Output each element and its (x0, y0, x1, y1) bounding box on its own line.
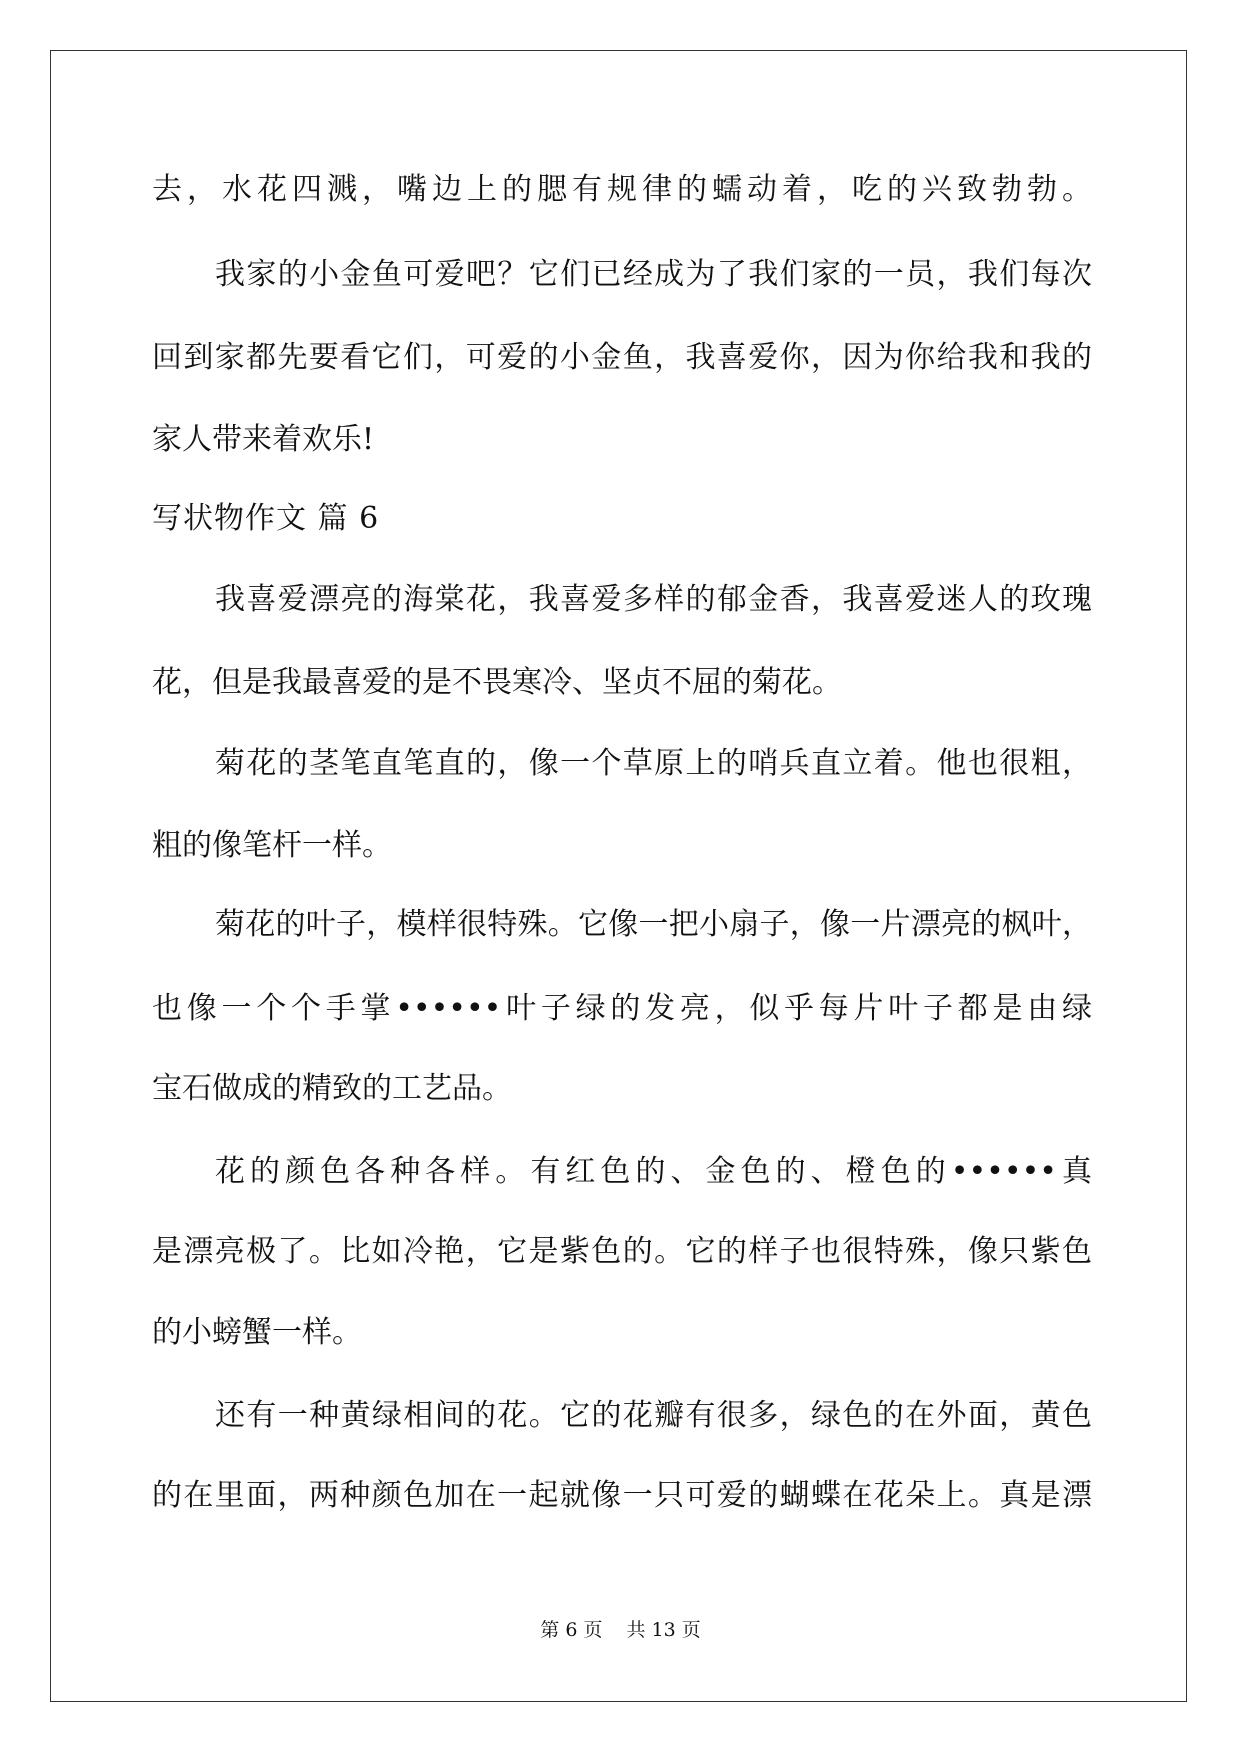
paragraph-line: 花的颜色各种各样。有红色的、金色的、橙色的••••••真 (215, 1154, 1092, 1189)
paragraph-line: 宝石做成的精致的工艺品。 (152, 1071, 512, 1106)
section-heading: 写状物作文 篇 6 (152, 501, 380, 536)
paragraph-line: 粗的像笔杆一样。 (152, 828, 392, 863)
paragraph-line: 也像一个个手掌••••••叶子绿的发亮，似乎每片叶子都是由绿 (152, 991, 1092, 1026)
paragraph-line: 我喜爱漂亮的海棠花，我喜爱多样的郁金香，我喜爱迷人的玫瑰 (215, 582, 1092, 617)
paragraph-line: 我家的小金鱼可爱吧？它们已经成为了我们家的一员，我们每次 (215, 257, 1092, 292)
page-total: 共 13 页 (626, 1619, 701, 1641)
paragraph-line: 的小螃蟹一样。 (152, 1315, 362, 1350)
paragraph-line: 花，但是我最喜爱的是不畏寒冷、坚贞不屈的菊花。 (152, 665, 842, 700)
paragraph-line: 家人带来着欢乐! (152, 422, 375, 457)
page-number: 第 6 页 (540, 1619, 603, 1641)
paragraph-line: 去，水花四溅，嘴边上的腮有规律的蠕动着，吃的兴致勃勃。 (152, 172, 1092, 207)
paragraph-line: 菊花的叶子，模样很特殊。它像一把小扇子，像一片漂亮的枫叶， (215, 907, 1092, 942)
paragraph-line: 回到家都先要看它们，可爱的小金鱼，我喜爱你，因为你给我和我的 (152, 340, 1092, 375)
page-footer (0, 1617, 1241, 1643)
paragraph-line: 的在里面，两种颜色加在一起就像一只可爱的蝴蝶在花朵上。真是漂 (152, 1478, 1092, 1513)
paragraph-line: 菊花的茎笔直笔直的，像一个草原上的哨兵直立着。他也很粗， (215, 746, 1092, 781)
page-border (50, 50, 1187, 1702)
paragraph-line: 还有一种黄绿相间的花。它的花瓣有很多，绿色的在外面，黄色 (215, 1398, 1092, 1433)
paragraph-line: 是漂亮极了。比如冷艳，它是紫色的。它的样子也很特殊，像只紫色 (152, 1234, 1092, 1269)
